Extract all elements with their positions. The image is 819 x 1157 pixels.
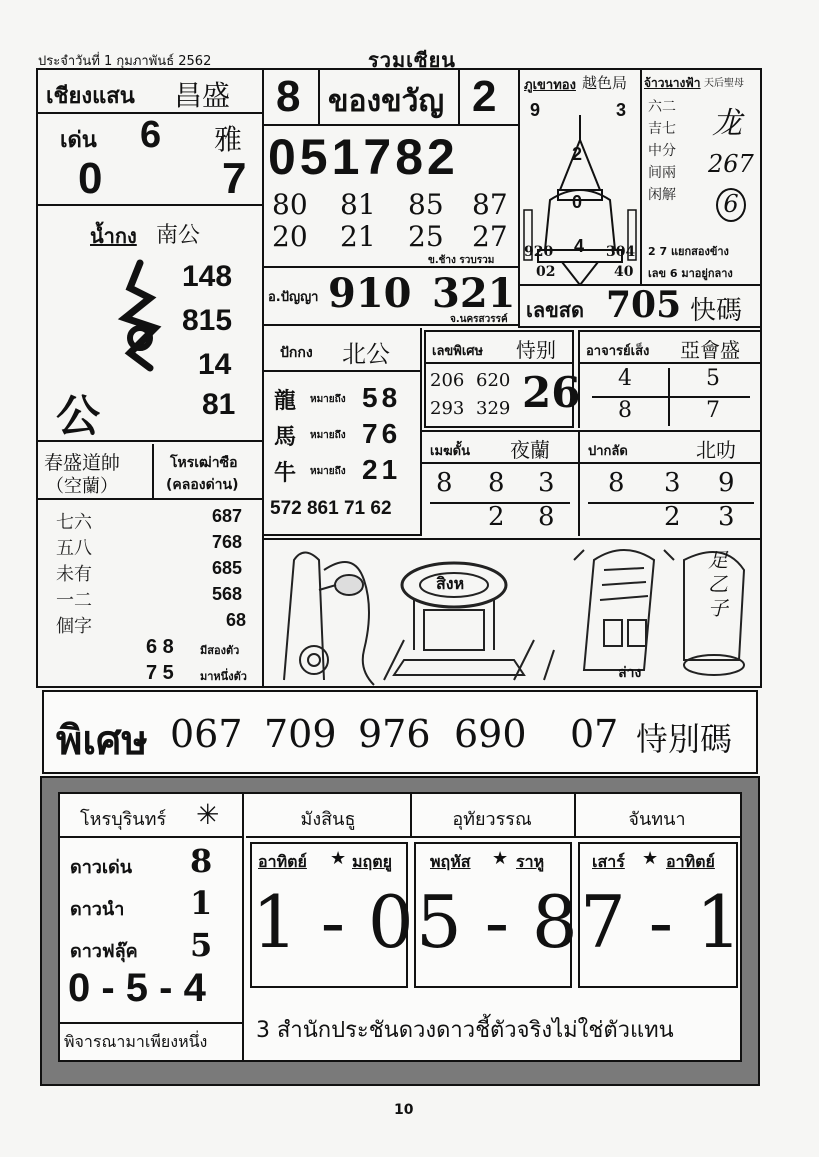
north-label-2: หมายถึง [310,430,346,441]
col1-left: อาทิตย์ [258,852,307,871]
special-label: เลขพิเศษ [432,344,484,359]
north-label-1: หมายถึง [310,394,346,405]
mek-tun-cn: 夜蘭 [510,438,550,462]
chao-mae-verse: 六二 吉七 中分 间兩 闲解 [648,99,676,203]
chun-num-2: 768 [212,532,243,552]
nam-kong-num-3: 14 [198,348,232,381]
col3-left: เสาร์ [592,852,625,871]
pak-lat-box [580,430,762,536]
special-big: 26 [522,368,581,417]
gift-pair-5: 20 [272,220,308,253]
chao-mae-cn: 天后聖母 [704,78,744,89]
chao-mae-circled: 6 [716,188,746,222]
pkt-cn: 越色局 [582,74,628,92]
brand-logo: รวมเซียน [368,48,456,72]
stupa-mid-digit: 0 [572,192,583,212]
banner-label: พิเศษ [56,718,148,764]
star-label-2: ดาวนำ [70,899,125,920]
chun-num-5: 68 [226,610,247,630]
pak-r2-1: 2 [664,502,681,532]
col1-right: มฤตยู [352,852,392,871]
col3-result: 7 - 1 [580,880,742,964]
north-num-2: 76 [362,418,402,449]
calligraphy-mark [110,258,170,378]
banner-cn: 恃別碼 [636,720,733,758]
mek-r2-2: 8 [538,502,555,532]
col-title-2: อุทัยวรรณ [452,809,532,830]
pair-digit-1: 0 [78,154,103,203]
col1-result: 1 - 0 [252,880,414,964]
chao-mae-note-2: เลข 6 มาอยู่กลาง [648,267,733,280]
chao-mae-hand-num: 267 [708,150,754,178]
phu-khao-thong-box [520,70,640,284]
north-num-1: 58 [362,382,402,413]
special-num-2: 620 [476,370,511,391]
horoscope-col-2 [414,842,578,988]
col-title-1: มังสินธู [300,809,356,830]
chun-row2-label: มาหนึ่งตัว [200,670,247,683]
gift-credit: ข.ช้าง รวบรวม [428,255,495,266]
north-label: ปักกง [280,345,313,361]
pak-lat-label: ปากลัด [588,444,628,459]
bird-cartoon [264,540,564,688]
cartoon-cn: 足 乙 子 [708,548,728,620]
chun-num-3: 685 [212,558,243,578]
north-cn-2: 馬 [274,424,297,450]
ajarn-label: อาจารย์เส็ง [586,344,650,359]
star-icon-2: ★ [492,848,509,869]
star-icon-3: ★ [642,848,659,869]
pkt-top-right: 3 [616,100,627,120]
pair-digit-2: 7 [222,154,247,203]
north-box [264,328,420,536]
nam-kong-cn: 南公 [156,223,201,248]
cartoon-sign: สิงห [436,574,465,593]
stupa-top-digit: 2 [572,144,583,164]
gift-pair-1: 80 [272,188,308,221]
horoscope-col-headers [246,794,740,838]
chun-row2-digits: 7 5 [146,662,174,684]
lek-sot-box [520,284,762,328]
ajarn-cell-4: 7 [706,398,720,423]
pak-lat-cn: 北叻 [696,438,736,462]
star-label-3: ดาวฟลุ๊ค [70,941,138,962]
pkt-top-left: 9 [530,100,541,120]
gift-title: ของขวัญ [328,84,445,119]
chun-sheng-sub: （空蘭） [46,476,118,497]
nam-kong-title: น้ำกง [90,224,137,248]
mek-r2-1: 2 [488,502,505,532]
special-banner [42,690,758,774]
ajarn-cn: 亞會盛 [680,338,740,362]
nam-kong-num-1: 148 [182,260,233,293]
lead-label: เด่น [60,128,97,153]
chun-sheng-body [38,502,262,688]
chun-sheng-header [38,444,262,500]
lek-sot-number: 705 [606,284,682,326]
pkt-bottom-left-1: 920 [524,244,554,260]
nam-kong-num-2: 815 [182,304,233,337]
ajarn-cell-3: 8 [618,398,632,423]
gift-pair-8: 27 [472,220,508,253]
chun-row1-digits: 6 8 [146,636,174,658]
horoscope-col-1 [250,842,414,988]
banner-num-3: 976 [358,712,431,756]
pak-r2-2: 3 [718,502,735,532]
panya-credit: จ.นครสวรรค์ [450,314,508,325]
page-number: 10 [394,1102,414,1118]
sun-burst-icon: ✳ [196,798,220,831]
ajarn-cell-2: 5 [706,366,720,391]
col2-right: ราหู [516,852,545,871]
col2-result: 5 - 8 [416,880,578,964]
gift-pair-7: 25 [408,220,444,253]
banner-pair: 07 [570,712,619,756]
issue-date: ประจำวันที่ 1 กุมภาพันธ์ 2562 [38,54,212,69]
cartoon-side-text: ล่าง [618,665,642,681]
gift-left-digit: 8 [276,72,301,121]
banner-num-4: 690 [454,712,527,756]
chun-sheng-label: โหรเฒ่าซือ [170,455,238,471]
horoscope-combo: 0 - 5 - 4 [68,966,206,1010]
special-num-4: 329 [476,398,511,419]
panya-box [264,270,518,326]
col-title-3: จันทนา [628,809,686,830]
horoscope-left [60,794,244,1060]
special-numbers-box [424,330,581,428]
chun-sheng-cn: 春盛道帥 [44,452,121,474]
chun-num-1: 687 [212,506,243,526]
stupa-base-digit: 4 [574,236,585,256]
panya-num-1: 910 [328,270,412,317]
horoscope-bottom-note: 3 สำนักประชันดวงดาวชี้ตัวจริงไม่ใช่ตัวแทน [256,1018,674,1043]
chiang-saen-lead [38,116,262,206]
mek-r1-3: 3 [538,468,555,498]
mek-r1-1: 8 [436,468,453,498]
star-value-3: 5 [190,926,213,964]
gift-header [264,70,518,126]
gift-pair-4: 87 [472,188,508,221]
nam-kong-box [38,208,262,442]
star-label-1: ดาวเด่น [70,857,133,878]
gift-pair-2: 81 [340,188,376,221]
chun-num-4: 568 [212,584,243,604]
pkt-title: ภูเขาทอง [524,78,576,93]
banner-num-1: 067 [170,712,243,756]
pak-r1-2: 3 [664,468,681,498]
star-value-1: 8 [190,842,213,880]
chiang-saen-box [38,70,262,114]
pak-r1-1: 8 [608,468,625,498]
col2-left: พฤหัส [430,852,471,871]
north-cn-3: 牛 [274,460,297,486]
star-icon-1: ★ [330,848,347,869]
mek-tun-label: เมฆดั้น [430,444,470,459]
mek-r1-2: 8 [488,468,505,498]
chao-mae-note-1: 2 7 แยกสองข้าง [648,245,729,258]
pak-r1-3: 9 [718,468,735,498]
gift-pair-6: 21 [340,220,376,253]
mek-tun-box [422,430,578,536]
banner-num-2: 709 [264,712,337,756]
lek-sot-cn: 快碼 [690,296,743,326]
handwritten-verse: 七六 五八 未有 一二 個字 [56,512,92,637]
col3-right: อาทิตย์ [666,852,715,871]
pkt-bottom-right-1: 304 [606,244,636,260]
ajarn-seng-box [578,330,762,428]
chiang-saen-title: เชียงแสน [46,84,135,109]
chao-mae-title: จ้าวนางฟ้า [644,76,701,90]
panya-label: อ.ปัญญา [268,290,319,305]
horoscope-col-3 [578,842,742,988]
pkt-bottom-left-2: 02 [536,264,556,280]
horoscope-footer: พิจารณามาเพียงหนึ่ง [64,1032,208,1051]
chun-sheng-sublabel: (คลองด่าน) [166,477,239,493]
lead-digit: 6 [140,114,162,156]
gift-main-number: 051782 [268,129,459,185]
star-value-2: 1 [190,884,213,922]
north-cn: 北公 [342,340,390,368]
chun-row1-label: มีสองตัว [200,644,240,657]
special-cn: 恃别 [516,338,556,362]
horoscope-title: โหรบุรินทร์ [80,809,167,830]
chao-mae-hand-char: 龙 [712,106,742,141]
pkt-bottom-right-2: 40 [614,264,634,280]
north-label-3: หมายถึง [310,466,346,477]
nam-kong-char: 公 [56,391,100,442]
nam-kong-num-4: 81 [202,388,236,421]
lek-sot-label: เลขสด [526,298,584,322]
special-num-3: 293 [430,398,465,419]
panya-num-2: 321 [432,270,516,317]
special-num-1: 206 [430,370,465,391]
cartoon-panel [264,538,762,688]
north-cn-1: 龍 [274,388,297,414]
north-bottom: 572 861 71 62 [270,498,392,519]
gift-right-digit: 2 [472,72,497,121]
chao-mae-box [642,70,762,284]
chiang-saen-cn: 昌盛 [174,79,231,112]
ajarn-cell-1: 4 [618,366,632,391]
gift-body [264,128,518,268]
north-num-3: 21 [362,454,402,485]
chun-sheng-divider [152,444,154,498]
gift-pair-3: 85 [408,188,444,221]
lead-cn: 雅 [214,123,243,156]
